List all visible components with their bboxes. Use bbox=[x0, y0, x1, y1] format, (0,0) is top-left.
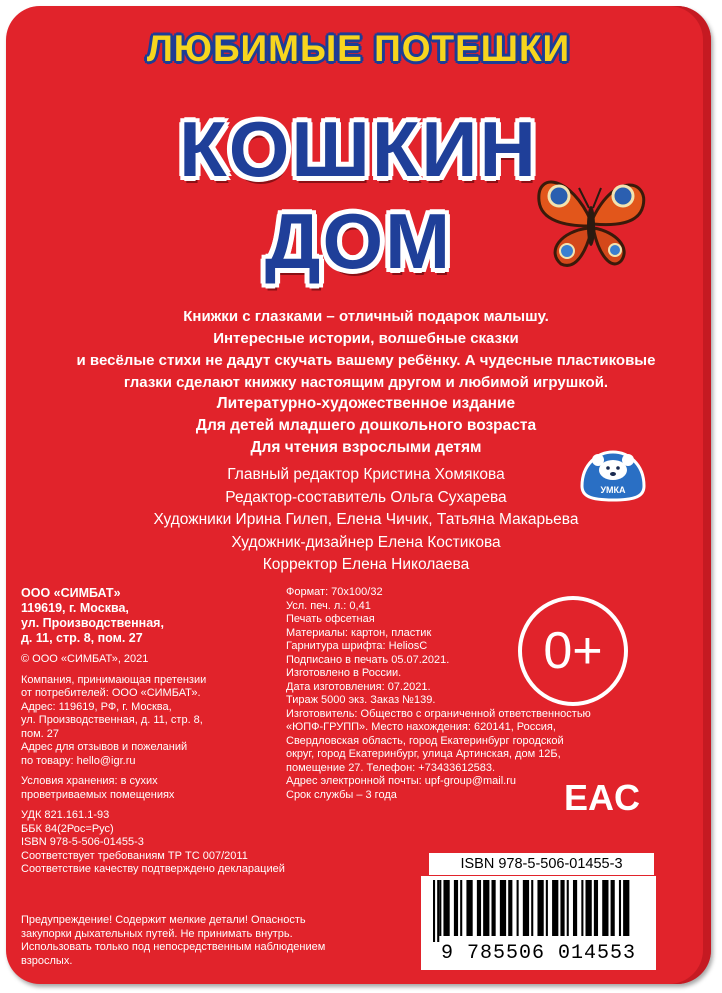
spec-line: Подписано в печать 05.07.2021. bbox=[286, 653, 450, 666]
credit-line: Художники Ирина Гилеп, Елена Чичик, Татьяна Макарьева bbox=[153, 511, 579, 528]
claims-line: Адрес: 119619, РФ, г. Москва, bbox=[21, 700, 172, 713]
book-back-cover bbox=[6, 6, 711, 984]
publisher-line: ул. Производственная, bbox=[21, 616, 164, 630]
classification-line: ISBN 978-5-506-01455-3 bbox=[21, 836, 144, 848]
credit-line: Главный редактор Кристина Хомякова bbox=[227, 466, 505, 483]
spec-line: «ЮПФ-ГРУПП». Место нахождения: 620141, Россия, bbox=[286, 721, 556, 733]
publisher-info bbox=[21, 586, 285, 877]
spec-line: Материалы: картон, пластик bbox=[286, 626, 432, 639]
classification-line: УДК 821.161.1-93 bbox=[21, 809, 110, 821]
spec-line: Формат: 70х100/32 bbox=[286, 586, 383, 598]
age-rating-badge: 0+ bbox=[518, 596, 628, 706]
claims-line: пом. 27 bbox=[21, 727, 59, 740]
spec-line: Свердловская область, город Екатеринбург городской bbox=[286, 734, 564, 747]
barcode bbox=[421, 876, 656, 970]
publisher-line: 119619, г. Москва, bbox=[21, 601, 129, 615]
edition-line: Для чтения взрослыми детям bbox=[250, 439, 482, 456]
eac-mark-text: EAC bbox=[563, 777, 641, 818]
promo-line: Книжки с глазками – отличный подарок малышу. bbox=[183, 308, 549, 325]
classification-line: ББК 84(2Рос=Рус) bbox=[21, 822, 114, 835]
spec-line: Тираж 5000 экз. Заказ №139. bbox=[286, 694, 436, 706]
spec-line: помещение 27. Телефон: +73433612583. bbox=[286, 761, 496, 774]
credit-line: Корректор Елена Николаева bbox=[262, 556, 470, 573]
book-title-line-2: ДОМ bbox=[264, 197, 453, 285]
spec-line: Срок службы – 3 года bbox=[286, 788, 397, 801]
promo-line: и весёлые стихи не дадут скучать вашему ребёнку. А чудесные пластиковые bbox=[76, 352, 656, 369]
spec-line: Изготовлено в России. bbox=[286, 667, 402, 679]
copyright: © ООО «СИМБАТ», 2021 bbox=[21, 653, 149, 665]
claims-line: ул. Производственная, д. 11, стр. 8, bbox=[21, 714, 203, 726]
claims-line: Адрес для отзывов и пожеланий bbox=[21, 741, 188, 753]
spec-line: Гарнитура шрифта: HeliosC bbox=[286, 640, 428, 652]
claims-line: Компания, принимающая претензии bbox=[21, 673, 207, 686]
umka-logo-text: УМКА bbox=[600, 485, 626, 495]
credits bbox=[46, 464, 686, 577]
book-title-line-1: КОШКИН bbox=[179, 105, 538, 193]
storage-line: проветриваемых помещениях bbox=[21, 788, 175, 801]
publisher-line: ООО «СИМБАТ» bbox=[21, 586, 121, 600]
spec-line: округ, город Екатеринбург, улица Артинская, дом 12Б, bbox=[286, 748, 561, 760]
edition-line: Литературно-художественное издание bbox=[216, 395, 516, 412]
promo-line: глазки сделают книжку настоящим другом и любимой игрушкой. bbox=[123, 374, 609, 391]
classification-line: Соответствие качеству подтверждено декларацией bbox=[21, 863, 285, 875]
warning-line: Использовать только под непосредственным наблюдением bbox=[21, 941, 326, 953]
series-title: ЛЮБИМЫЕ ПОТЕШКИ bbox=[146, 28, 571, 69]
barcode-digits: 9 785506 014553 bbox=[440, 942, 637, 965]
spec-line: Печать офсетная bbox=[286, 613, 375, 625]
promo-text bbox=[46, 306, 686, 394]
butterfly-icon bbox=[531, 166, 651, 276]
edition-line: Для детей младшего дошкольного возраста bbox=[195, 417, 537, 434]
barcode-bars-icon bbox=[433, 880, 644, 942]
spec-line: Изготовитель: Общество с ограниченной ответственностью bbox=[286, 707, 591, 720]
publisher-line: д. 11, стр. 8, пом. 27 bbox=[21, 631, 143, 645]
warning-line: Предупреждение! Содержит мелкие детали! Опасность bbox=[21, 914, 306, 926]
credit-line: Редактор-составитель Ольга Сухарева bbox=[225, 488, 507, 506]
isbn-label: ISBN 978-5-506-01455-3 bbox=[429, 853, 654, 875]
claims-line: по товару: hello@igr.ru bbox=[21, 754, 136, 767]
warning-line: взрослых. bbox=[21, 954, 73, 967]
warning-line: закупорки дыхательных путей. Не принимать внутрь. bbox=[21, 927, 293, 940]
warning-text bbox=[21, 914, 401, 968]
claims-line: от потребителей: ООО «СИМБАТ». bbox=[21, 687, 201, 699]
credit-line: Художник-дизайнер Елена Костикова bbox=[231, 533, 501, 551]
classification-line: Соответствует требованиям ТР ТС 007/2011 bbox=[21, 849, 248, 862]
spec-line: Усл. печ. л.: 0,41 bbox=[286, 599, 371, 612]
spec-line: Адрес электронной почты: upf-group@mail.ru bbox=[286, 775, 517, 787]
promo-line: Интересные истории, волшебные сказки bbox=[213, 330, 519, 347]
spec-line: Дата изготовления: 07.2021. bbox=[286, 680, 431, 693]
eac-mark-icon bbox=[563, 776, 641, 818]
storage-line: Условия хранения: в сухих bbox=[21, 775, 158, 787]
